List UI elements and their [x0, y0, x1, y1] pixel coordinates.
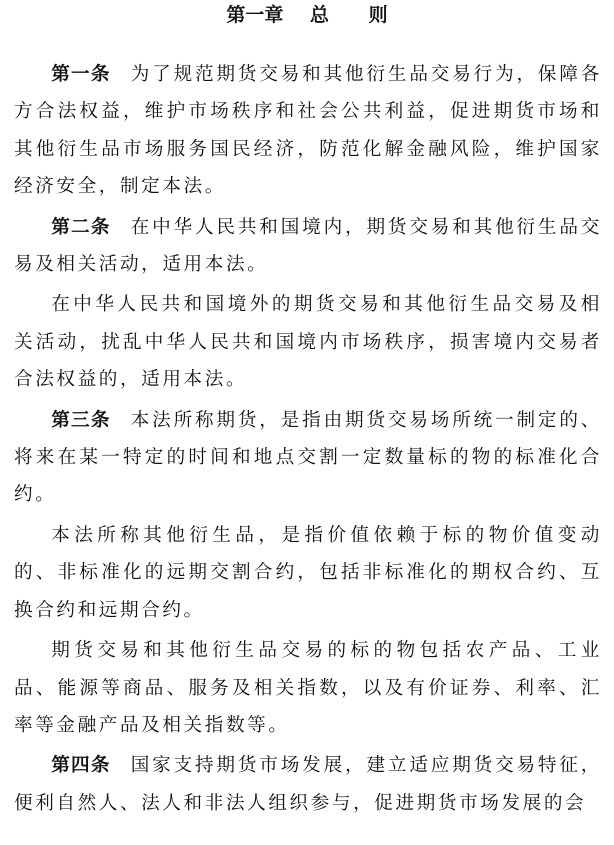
article-number: 第四条 [51, 755, 111, 777]
article-2-paragraph [14, 209, 602, 284]
article-number: 第二条 [51, 216, 111, 238]
article-number: 第一条 [51, 64, 111, 85]
article-3-paragraph-3: 期货交易和其他衍生品交易的标的物包括农产品、工业品、能源等商品、服务及相关指数，以及有价证券、利率、汇率等金融产品及相关指数等。 [14, 640, 602, 736]
article-text: 国家支持期货市场发展，建立适应期货交易特征，便利自然人、法人和非法人组织参与，促进期货市场发展的会 [14, 755, 602, 814]
article-number: 第三条 [51, 409, 111, 431]
chapter-title: 第一章 总 则 [226, 4, 388, 26]
article-3-paragraph-2: 本法所称其他衍生品，是指价值依赖于标的物价值变动的、非标准化的远期交割合约，包括非标准化的期权合约、互换合约和远期合约。 [14, 524, 602, 621]
article-2-paragraph-2: 在中华人民共和国境外的期货交易和其他衍生品交易及相关活动，扰乱中华人民共和国境内市场秩序，损害境内交易者合法权益的，适用本法。 [14, 294, 602, 391]
article-1-paragraph [14, 56, 602, 206]
article-text: 本法所称期货，是指由期货交易场所统一制定的、将来在某一特定的时间和地点交割一定数量标的物的标准化合约。 [14, 409, 602, 506]
article-text: 在中华人民共和国境内，期货交易和其他衍生品交易及相关活动，适用本法。 [14, 216, 602, 276]
article-3-paragraph [14, 402, 602, 514]
document-body [14, 56, 602, 825]
article-text: 为了规范期货交易和其他衍生品交易行为，保障各方合法权益，维护市场秩序和社会公共利益，促进期货市场和其他衍生品市场服务国民经济，防范化解金融风险，维护国家经济安全，制定本法。 [14, 64, 602, 198]
article-4-paragraph [14, 747, 602, 822]
